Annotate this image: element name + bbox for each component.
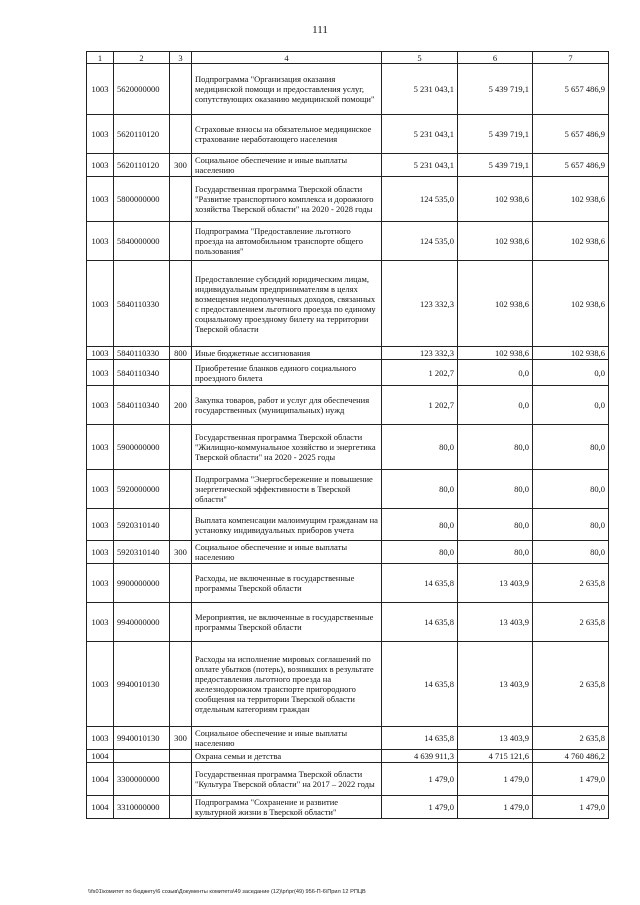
row-amount-col7: 102 938,6 <box>533 347 609 360</box>
row-amount-col5: 5 231 043,1 <box>382 64 458 115</box>
row-amount-col7: 2 635,8 <box>533 603 609 642</box>
row-target-code: 5840110340 <box>114 360 170 386</box>
row-section-code: 1004 <box>87 796 114 819</box>
row-expense-type <box>170 470 192 509</box>
row-section-code: 1003 <box>87 541 114 564</box>
row-amount-col6: 13 403,9 <box>458 642 533 727</box>
table-row <box>87 763 609 796</box>
row-amount-col5: 80,0 <box>382 425 458 470</box>
table-row <box>87 470 609 509</box>
row-section-code: 1003 <box>87 564 114 603</box>
row-amount-col6: 13 403,9 <box>458 564 533 603</box>
row-amount-col5: 14 635,8 <box>382 564 458 603</box>
row-target-code: 5840000000 <box>114 222 170 261</box>
row-amount-col5: 80,0 <box>382 509 458 541</box>
row-description: Государственная программа Тверской области "Культура Тверской области" на 2017 – 2022 годы <box>192 763 382 796</box>
row-description: Государственная программа Тверской области "Развитие транспортного комплекса и дорожного хозяйства Тверской области" на 2020 - 2028 годы <box>192 177 382 222</box>
row-amount-col6: 13 403,9 <box>458 603 533 642</box>
row-expense-type <box>170 222 192 261</box>
column-number: 5 <box>382 52 458 64</box>
row-amount-col6: 80,0 <box>458 425 533 470</box>
file-path-footer: \\fs01\комитет по бюджету\6 созыв\Документы комитета\49 заседание (12)\pr\pr(49) 956-П-6\Прил 12 РПЦВ <box>88 889 366 895</box>
row-expense-type <box>170 796 192 819</box>
row-expense-type: 300 <box>170 154 192 177</box>
row-amount-col6: 5 439 719,1 <box>458 154 533 177</box>
row-amount-col6: 0,0 <box>458 386 533 425</box>
page-number: 111 <box>312 24 328 36</box>
table-row <box>87 115 609 154</box>
budget-table <box>86 51 609 819</box>
row-section-code: 1003 <box>87 425 114 470</box>
table-row <box>87 603 609 642</box>
row-amount-col7: 5 657 486,9 <box>533 64 609 115</box>
row-amount-col5: 14 635,8 <box>382 642 458 727</box>
column-number: 1 <box>87 52 114 64</box>
row-description: Мероприятия, не включенные в государственные программы Тверской области <box>192 603 382 642</box>
row-expense-type <box>170 763 192 796</box>
table-row <box>87 64 609 115</box>
row-amount-col7: 80,0 <box>533 470 609 509</box>
column-number: 2 <box>114 52 170 64</box>
row-target-code: 3310000000 <box>114 796 170 819</box>
row-amount-col7: 2 635,8 <box>533 727 609 750</box>
row-expense-type <box>170 64 192 115</box>
row-amount-col7: 1 479,0 <box>533 796 609 819</box>
row-amount-col7: 102 938,6 <box>533 177 609 222</box>
row-amount-col6: 13 403,9 <box>458 727 533 750</box>
row-amount-col5: 4 639 911,3 <box>382 750 458 763</box>
row-section-code: 1003 <box>87 222 114 261</box>
row-amount-col5: 124 535,0 <box>382 177 458 222</box>
row-amount-col6: 1 479,0 <box>458 763 533 796</box>
table-row <box>87 360 609 386</box>
column-number: 6 <box>458 52 533 64</box>
row-section-code: 1003 <box>87 154 114 177</box>
table-row <box>87 796 609 819</box>
row-expense-type <box>170 642 192 727</box>
table-row <box>87 750 609 763</box>
row-target-code: 9900000000 <box>114 564 170 603</box>
row-description: Расходы на исполнение мировых соглашений по оплате убытков (потерь), возникших в результате предоставления льготного проезда на железнодорожном транспорте пригородного сообщения на территории Тверской области отдельным категориям граждан <box>192 642 382 727</box>
row-amount-col5: 14 635,8 <box>382 727 458 750</box>
row-expense-type <box>170 564 192 603</box>
row-amount-col6: 102 938,6 <box>458 222 533 261</box>
row-target-code: 5620110120 <box>114 115 170 154</box>
row-amount-col5: 14 635,8 <box>382 603 458 642</box>
column-number: 3 <box>170 52 192 64</box>
row-target-code <box>114 750 170 763</box>
row-expense-type <box>170 603 192 642</box>
row-description: Государственная программа Тверской области "Жилищно-коммунальное хозяйство и энергетика Тверской области" на 2020 - 2025 годы <box>192 425 382 470</box>
row-target-code: 5840110340 <box>114 386 170 425</box>
row-amount-col6: 102 938,6 <box>458 347 533 360</box>
row-amount-col7: 0,0 <box>533 360 609 386</box>
row-amount-col6: 4 715 121,6 <box>458 750 533 763</box>
row-target-code: 5620110120 <box>114 154 170 177</box>
row-amount-col7: 5 657 486,9 <box>533 115 609 154</box>
row-section-code: 1003 <box>87 470 114 509</box>
table-row <box>87 347 609 360</box>
row-amount-col6: 5 439 719,1 <box>458 64 533 115</box>
row-section-code: 1004 <box>87 750 114 763</box>
row-target-code: 5920310140 <box>114 509 170 541</box>
row-section-code: 1003 <box>87 603 114 642</box>
row-description: Подпрограмма "Организация оказания медицинской помощи и предоставления услуг, сопутствующих оказанию медицинской помощи" <box>192 64 382 115</box>
table-row <box>87 222 609 261</box>
row-section-code: 1003 <box>87 64 114 115</box>
row-description: Охрана семьи и детства <box>192 750 382 763</box>
row-expense-type <box>170 360 192 386</box>
row-amount-col6: 102 938,6 <box>458 177 533 222</box>
row-expense-type: 200 <box>170 386 192 425</box>
row-description: Приобретение бланков единого социального проездного билета <box>192 360 382 386</box>
row-amount-col7: 4 760 486,2 <box>533 750 609 763</box>
row-expense-type <box>170 261 192 347</box>
row-amount-col6: 102 938,6 <box>458 261 533 347</box>
row-expense-type <box>170 177 192 222</box>
row-description: Социальное обеспечение и иные выплаты населению <box>192 154 382 177</box>
row-section-code: 1003 <box>87 177 114 222</box>
row-expense-type <box>170 750 192 763</box>
row-section-code: 1003 <box>87 642 114 727</box>
row-description: Подпрограмма "Предоставление льготного проезда на автомобильном транспорте общего пользования" <box>192 222 382 261</box>
row-target-code: 5900000000 <box>114 425 170 470</box>
row-section-code: 1003 <box>87 509 114 541</box>
row-amount-col7: 1 479,0 <box>533 763 609 796</box>
column-number: 7 <box>533 52 609 64</box>
row-section-code: 1003 <box>87 727 114 750</box>
row-description: Предоставление субсидий юридическим лицам, индивидуальным предпринимателям в целях возмещения недополученных доходов, связанных с предоставлением льготного проезда по единому социальному проездному билету на территории Тверской области <box>192 261 382 347</box>
row-amount-col7: 0,0 <box>533 386 609 425</box>
table-row <box>87 261 609 347</box>
row-expense-type <box>170 425 192 470</box>
row-section-code: 1004 <box>87 763 114 796</box>
row-amount-col5: 1 202,7 <box>382 360 458 386</box>
table-row <box>87 177 609 222</box>
row-amount-col7: 80,0 <box>533 541 609 564</box>
row-amount-col6: 80,0 <box>458 509 533 541</box>
row-amount-col5: 123 332,3 <box>382 347 458 360</box>
table-row <box>87 425 609 470</box>
row-description: Подпрограмма "Энергосбережение и повышение энергетической эффективности в Тверской области" <box>192 470 382 509</box>
table-row <box>87 509 609 541</box>
row-amount-col5: 80,0 <box>382 541 458 564</box>
row-amount-col7: 102 938,6 <box>533 222 609 261</box>
row-target-code: 9940010130 <box>114 727 170 750</box>
row-amount-col5: 124 535,0 <box>382 222 458 261</box>
row-description: Социальное обеспечение и иные выплаты населению <box>192 541 382 564</box>
row-expense-type: 800 <box>170 347 192 360</box>
row-target-code: 9940010130 <box>114 642 170 727</box>
row-amount-col5: 5 231 043,1 <box>382 115 458 154</box>
row-description: Выплата компенсации малоимущим гражданам на установку индивидуальных приборов учета <box>192 509 382 541</box>
row-description: Социальное обеспечение и иные выплаты населению <box>192 727 382 750</box>
column-number-row <box>87 52 609 64</box>
row-description: Закупка товаров, работ и услуг для обеспечения государственных (муниципальных) нужд <box>192 386 382 425</box>
table-row <box>87 386 609 425</box>
row-target-code: 5620000000 <box>114 64 170 115</box>
row-amount-col5: 1 479,0 <box>382 796 458 819</box>
row-target-code: 5840110330 <box>114 347 170 360</box>
row-amount-col6: 80,0 <box>458 541 533 564</box>
row-target-code: 3300000000 <box>114 763 170 796</box>
row-target-code: 5920000000 <box>114 470 170 509</box>
row-amount-col6: 80,0 <box>458 470 533 509</box>
row-amount-col6: 5 439 719,1 <box>458 115 533 154</box>
row-description: Иные бюджетные ассигнования <box>192 347 382 360</box>
row-section-code: 1003 <box>87 115 114 154</box>
table-row <box>87 642 609 727</box>
row-amount-col5: 1 479,0 <box>382 763 458 796</box>
table-row <box>87 727 609 750</box>
row-amount-col5: 5 231 043,1 <box>382 154 458 177</box>
table-row <box>87 564 609 603</box>
row-amount-col7: 5 657 486,9 <box>533 154 609 177</box>
row-expense-type: 300 <box>170 541 192 564</box>
row-description: Страховые взносы на обязательное медицинское страхование неработающего населения <box>192 115 382 154</box>
row-amount-col6: 1 479,0 <box>458 796 533 819</box>
row-expense-type <box>170 509 192 541</box>
row-target-code: 9940000000 <box>114 603 170 642</box>
row-target-code: 5800000000 <box>114 177 170 222</box>
row-amount-col7: 80,0 <box>533 425 609 470</box>
row-description: Расходы, не включенные в государственные программы Тверской области <box>192 564 382 603</box>
column-number: 4 <box>192 52 382 64</box>
row-expense-type: 300 <box>170 727 192 750</box>
row-amount-col7: 80,0 <box>533 509 609 541</box>
row-amount-col7: 2 635,8 <box>533 642 609 727</box>
row-amount-col7: 2 635,8 <box>533 564 609 603</box>
row-amount-col5: 1 202,7 <box>382 386 458 425</box>
table-row <box>87 541 609 564</box>
row-amount-col5: 123 332,3 <box>382 261 458 347</box>
row-section-code: 1003 <box>87 347 114 360</box>
row-amount-col5: 80,0 <box>382 470 458 509</box>
row-target-code: 5840110330 <box>114 261 170 347</box>
row-amount-col7: 102 938,6 <box>533 261 609 347</box>
row-section-code: 1003 <box>87 261 114 347</box>
row-amount-col6: 0,0 <box>458 360 533 386</box>
row-section-code: 1003 <box>87 386 114 425</box>
row-expense-type <box>170 115 192 154</box>
row-target-code: 5920310140 <box>114 541 170 564</box>
row-description: Подпрограмма "Сохранение и развитие культурной жизни в Тверской области" <box>192 796 382 819</box>
row-section-code: 1003 <box>87 360 114 386</box>
table-row <box>87 154 609 177</box>
